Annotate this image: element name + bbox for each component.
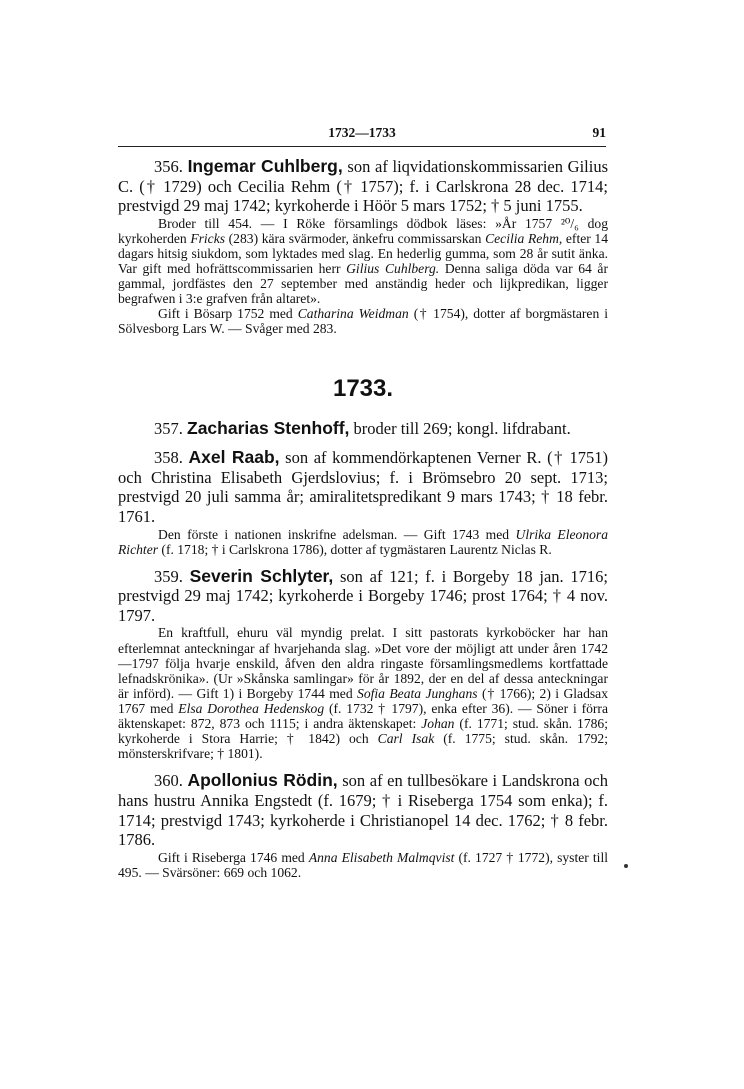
header-rule	[118, 146, 606, 147]
page-body	[118, 157, 608, 880]
page-number: 91	[592, 125, 606, 140]
note-name: Elsa Dorothea Hedenskog	[178, 700, 325, 716]
note-text: Gift i Bösarp 1752 med	[158, 306, 298, 322]
entry-name: Severin Schlyter,	[189, 565, 334, 586]
note-name: Johan	[421, 716, 455, 732]
note-text: Broder till 454. — I Röke församlings dödbok läses: »År 1757 ²⁰/₆ dog kyrkoherden	[118, 215, 608, 246]
entry-note	[118, 216, 608, 307]
entry-lead	[118, 448, 608, 526]
entry-name: Axel Raab,	[188, 447, 280, 468]
entry-number: 357.	[154, 418, 183, 438]
note-name: Carl Isak	[377, 731, 435, 747]
running-header	[118, 125, 606, 145]
entry-359	[118, 567, 608, 762]
entry-text: son af kommendörkaptenen Verner R. († 1751) och Christina Elisabeth Gjerdslovius; f. i Brömsebro 20 sept. 1713; prestvigd 20 juli samma år; amiralitetspredikant 9 mars 1743; † 18 febr. 1761.	[118, 448, 609, 526]
note-text: († 1766); 2) i Gladsax 1767 med	[118, 685, 608, 716]
entry-number: 360.	[154, 771, 183, 791]
entry-note	[118, 306, 608, 336]
note-text: (283) kära svärmoder, änkefru commissarskan	[225, 230, 486, 246]
note-text: (f. 1727 † 1772), syster till 495. — Svärsöner: 669 och 1062.	[118, 849, 608, 880]
note-text: Den förste i nationen inskrifne adelsman. — Gift 1743 med	[158, 526, 516, 542]
note-name: Sofia Beata Junghans	[357, 685, 478, 701]
entry-lead	[118, 157, 608, 216]
entry-note	[118, 625, 608, 761]
note-text: (f. 1732 † 1797), enka efter 36). — Söner i förra äktenskapet: 872, 873 och 1115; i andra äktenskapet:	[118, 700, 608, 732]
year-range: 1732—1733	[328, 125, 396, 140]
note-name: Ulrika Eleonora Richter	[118, 526, 608, 557]
entry-356	[118, 157, 608, 337]
entry-357	[118, 419, 608, 439]
entry-name: Ingemar Cuhlberg,	[187, 156, 343, 176]
entry-name: Zacharias Stenhoff,	[187, 417, 350, 438]
note-text: (f. 1771; stud. skån. 1786; kyrkoherde i Stora Harrie; † 1842) och	[118, 716, 608, 747]
entry-note	[118, 850, 608, 880]
note-name: Gilius Cuhlberg.	[346, 261, 440, 277]
note-text: († 1754), dotter af borgmästaren i Sölvesborg Lars W. — Svåger med 283.	[118, 306, 609, 337]
print-speck	[624, 864, 628, 868]
note-text: (f. 1775; stud. skån. 1792; mönsterskrifvare; † 1801).	[118, 731, 609, 762]
note-text: efter 14 dagars hitsig siukdom, som lyktades med slag. En hederlig gumma, som 28 år sutit änka. Var gift med hofrättscommissarien herr	[118, 230, 608, 277]
entry-lead	[118, 567, 608, 626]
note-text: Denna saliga döda var 64 år gammal, jordfästes den 27 september med anständig heder och lijkpredikan, ligger begrafwen i 3:e grafven från altaret».	[118, 261, 608, 307]
entry-text: son af liqvidationskommissarien Gilius C. († 1729) och Cecilia Rehm († 1757); f. i Carlskrona 28 dec. 1714; prestvigd 29 maj 1742; kyrkoherde i Höör 5 mars 1752; † 5 juni 1755.	[118, 157, 609, 216]
entry-lead	[118, 771, 608, 849]
entry-text: broder till 269; kongl. lifdrabant.	[353, 418, 571, 438]
entry-360	[118, 771, 608, 880]
note-text: En kraftfull, ehuru väl myndig prelat. I sitt pastorats kyrkoböcker har han efterlemnat anteckningar af hvarjehanda slag. »Det vore der möjligt att under åren 1742—1797 följa hvarje enskild, åfven den aldra ringaste församlingsmedlems kortfattade lefnadskrönika». (Ur »Skånska samlingar» för år 1892, der en del af dessa anteckningar är införd). — Gift 1) i Borgeby 1744 med	[118, 625, 608, 701]
year-heading: 1733.	[332, 374, 394, 402]
entry-number: 358.	[154, 448, 183, 468]
entry-number: 359.	[154, 566, 183, 586]
entry-number: 356.	[154, 157, 183, 176]
note-text: Gift i Riseberga 1746 med	[158, 849, 309, 865]
entry-note	[118, 527, 608, 557]
entry-text: son af 121; f. i Borgeby 18 jan. 1716; prestvigd 29 maj 1742; kyrkoherde i Borgeby 1746; prost 1764; † 4 nov. 1797.	[118, 566, 608, 625]
note-text: (f. 1718; † i Carlskrona 1786), dotter af tygmästaren Laurentz Niclas R.	[158, 541, 552, 557]
entry-text: son af en tullbesökare i Landskrona och hans hustru Annika Engstedt (f. 1679; † i Riseberga 1754 som enka); f. 1714; prestvigd 1743; kyrkoherde i Christianopel 14 dec. 1762; † 8 febr. 1786.	[118, 771, 609, 850]
note-name: Catharina Weidman	[297, 306, 409, 322]
entry-name: Apollonius Rödin,	[187, 770, 338, 791]
entry-358	[118, 448, 608, 557]
note-name: Cecilia Rehm,	[485, 230, 563, 246]
note-name: Anna Elisabeth Malmqvist	[308, 849, 455, 865]
note-name: Fricks	[190, 230, 226, 246]
entry-lead	[118, 419, 608, 439]
